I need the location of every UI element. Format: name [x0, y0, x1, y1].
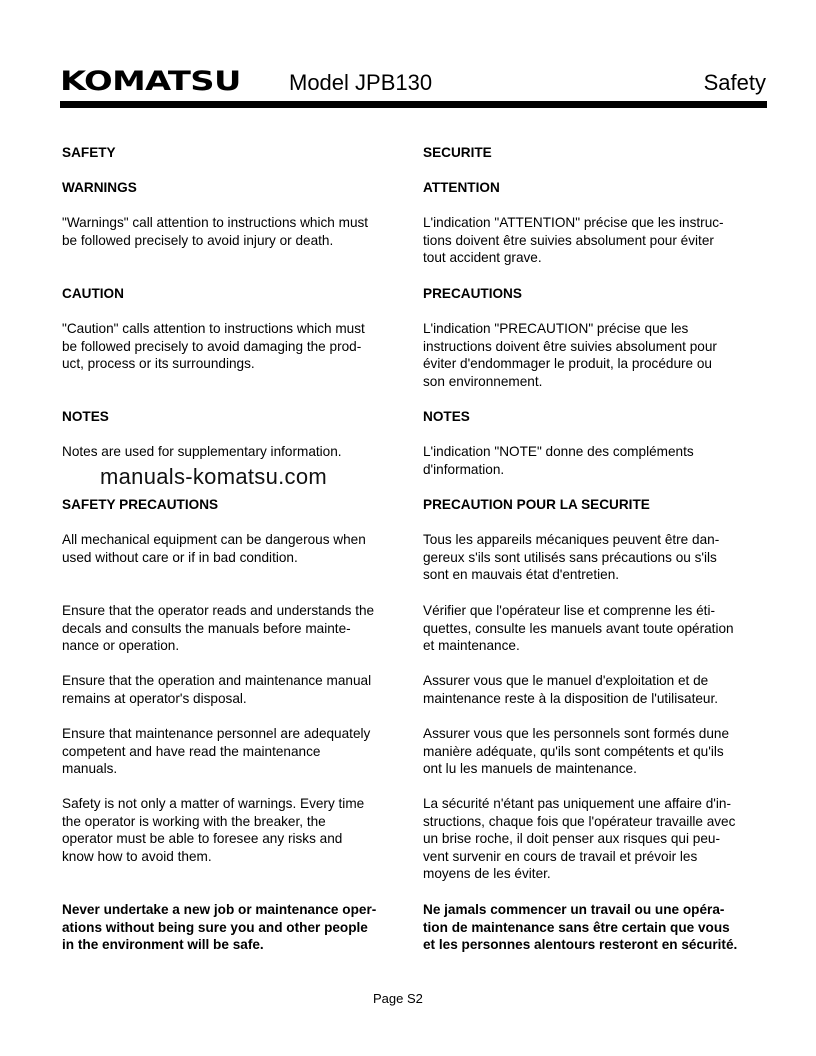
right-paragraph: L'indication "ATTENTION" précise que les instruc- tions doivent être suivies absolument pour éviter tout accident grave.	[423, 215, 724, 266]
left-paragraph: "Warnings" call attention to instructions which must be followed precisely to avoid injury or death.	[62, 215, 369, 248]
left-heading: WARNINGS	[62, 180, 137, 195]
right-paragraph: Tous les appareils mécaniques peuvent être dan- gereux s'ils sont utilisés sans précautions ou s'ils sont en mauvais état d'entretien.	[423, 532, 720, 583]
right-heading: ATTENTION	[423, 180, 500, 195]
left-paragraph: Safety is not only a matter of warnings. Every time the operator is working with the breaker, the operator must be able to foresee any risks and know how to avoid them.	[62, 796, 365, 864]
left-paragraph: Ensure that maintenance personnel are adequately competent and have read the maintenance manuals.	[62, 726, 371, 777]
right-paragraph: La sécurité n'étant pas uniquement une affaire d'in- structions, chaque fois que l'opérateur travaille avec un brise roche, il doit penser aux risques qui peu- vent survenir en cours de travail et prévoir les moyens de les éviter.	[423, 796, 736, 882]
left-heading: SAFETY PRECAUTIONS	[62, 497, 219, 512]
left-heading: CAUTION	[62, 286, 124, 301]
right-heading: NOTES	[423, 409, 470, 424]
right-paragraph: L'indication "PRECAUTION" précise que les instructions doivent être suivies absolument pour éviter d'endommager le produit, la procédure ou son environnement.	[423, 321, 717, 389]
section-title: Safety	[703, 70, 766, 95]
left-paragraph: Ensure that the operation and maintenance manual remains at operator's disposal.	[62, 673, 372, 706]
page-number: Page S2	[373, 991, 423, 1006]
header-rule	[60, 101, 767, 108]
right-paragraph: L'indication "NOTE" donne des compléments d'information.	[423, 444, 694, 477]
komatsu-logo: KOMATSU	[60, 66, 241, 97]
left-paragraph: Never undertake a new job or maintenance oper- ations without being sure you and other people in the environment will be safe.	[62, 902, 377, 953]
left-paragraph: Notes are used for supplementary information.	[62, 444, 342, 459]
left-paragraph: Ensure that the operator reads and understands the decals and consults the manuals before mainte- nance or operation.	[62, 603, 375, 654]
left-paragraph: "Caution" calls attention to instructions which must be followed precisely to avoid damaging the prod- uct, process or its surroundings.	[62, 321, 365, 372]
model-title: Model JPB130	[289, 70, 433, 95]
right-paragraph: Vérifier que l'opérateur lise et comprenne les éti- quettes, consulte les manuels avant toute opération et maintenance.	[423, 603, 734, 654]
right-heading: PRECAUTION POUR LA SECURITE	[423, 497, 650, 512]
right-paragraph: Ne jamals commencer un travail ou une opéra- tion de maintenance sans être certain que vous et les personnes alentours resteront en sécurité.	[423, 902, 738, 953]
right-paragraph: Assurer vous que le manuel d'exploitation et de maintenance reste à la disposition de l'utilisateur.	[423, 673, 719, 706]
left-heading: SAFETY	[62, 145, 116, 160]
left-paragraph: All mechanical equipment can be dangerous when used without care or if in bad condition.	[62, 532, 366, 565]
right-heading: SECURITE	[423, 145, 492, 160]
right-paragraph: Assurer vous que les personnels sont formés dune manière adéquate, qu'ils sont compétents et qu'ils ont lu les manuels de maintenance.	[423, 726, 730, 777]
watermark: manuals-komatsu.com	[100, 464, 327, 489]
right-heading: PRECAUTIONS	[423, 286, 522, 301]
left-heading: NOTES	[62, 409, 109, 424]
